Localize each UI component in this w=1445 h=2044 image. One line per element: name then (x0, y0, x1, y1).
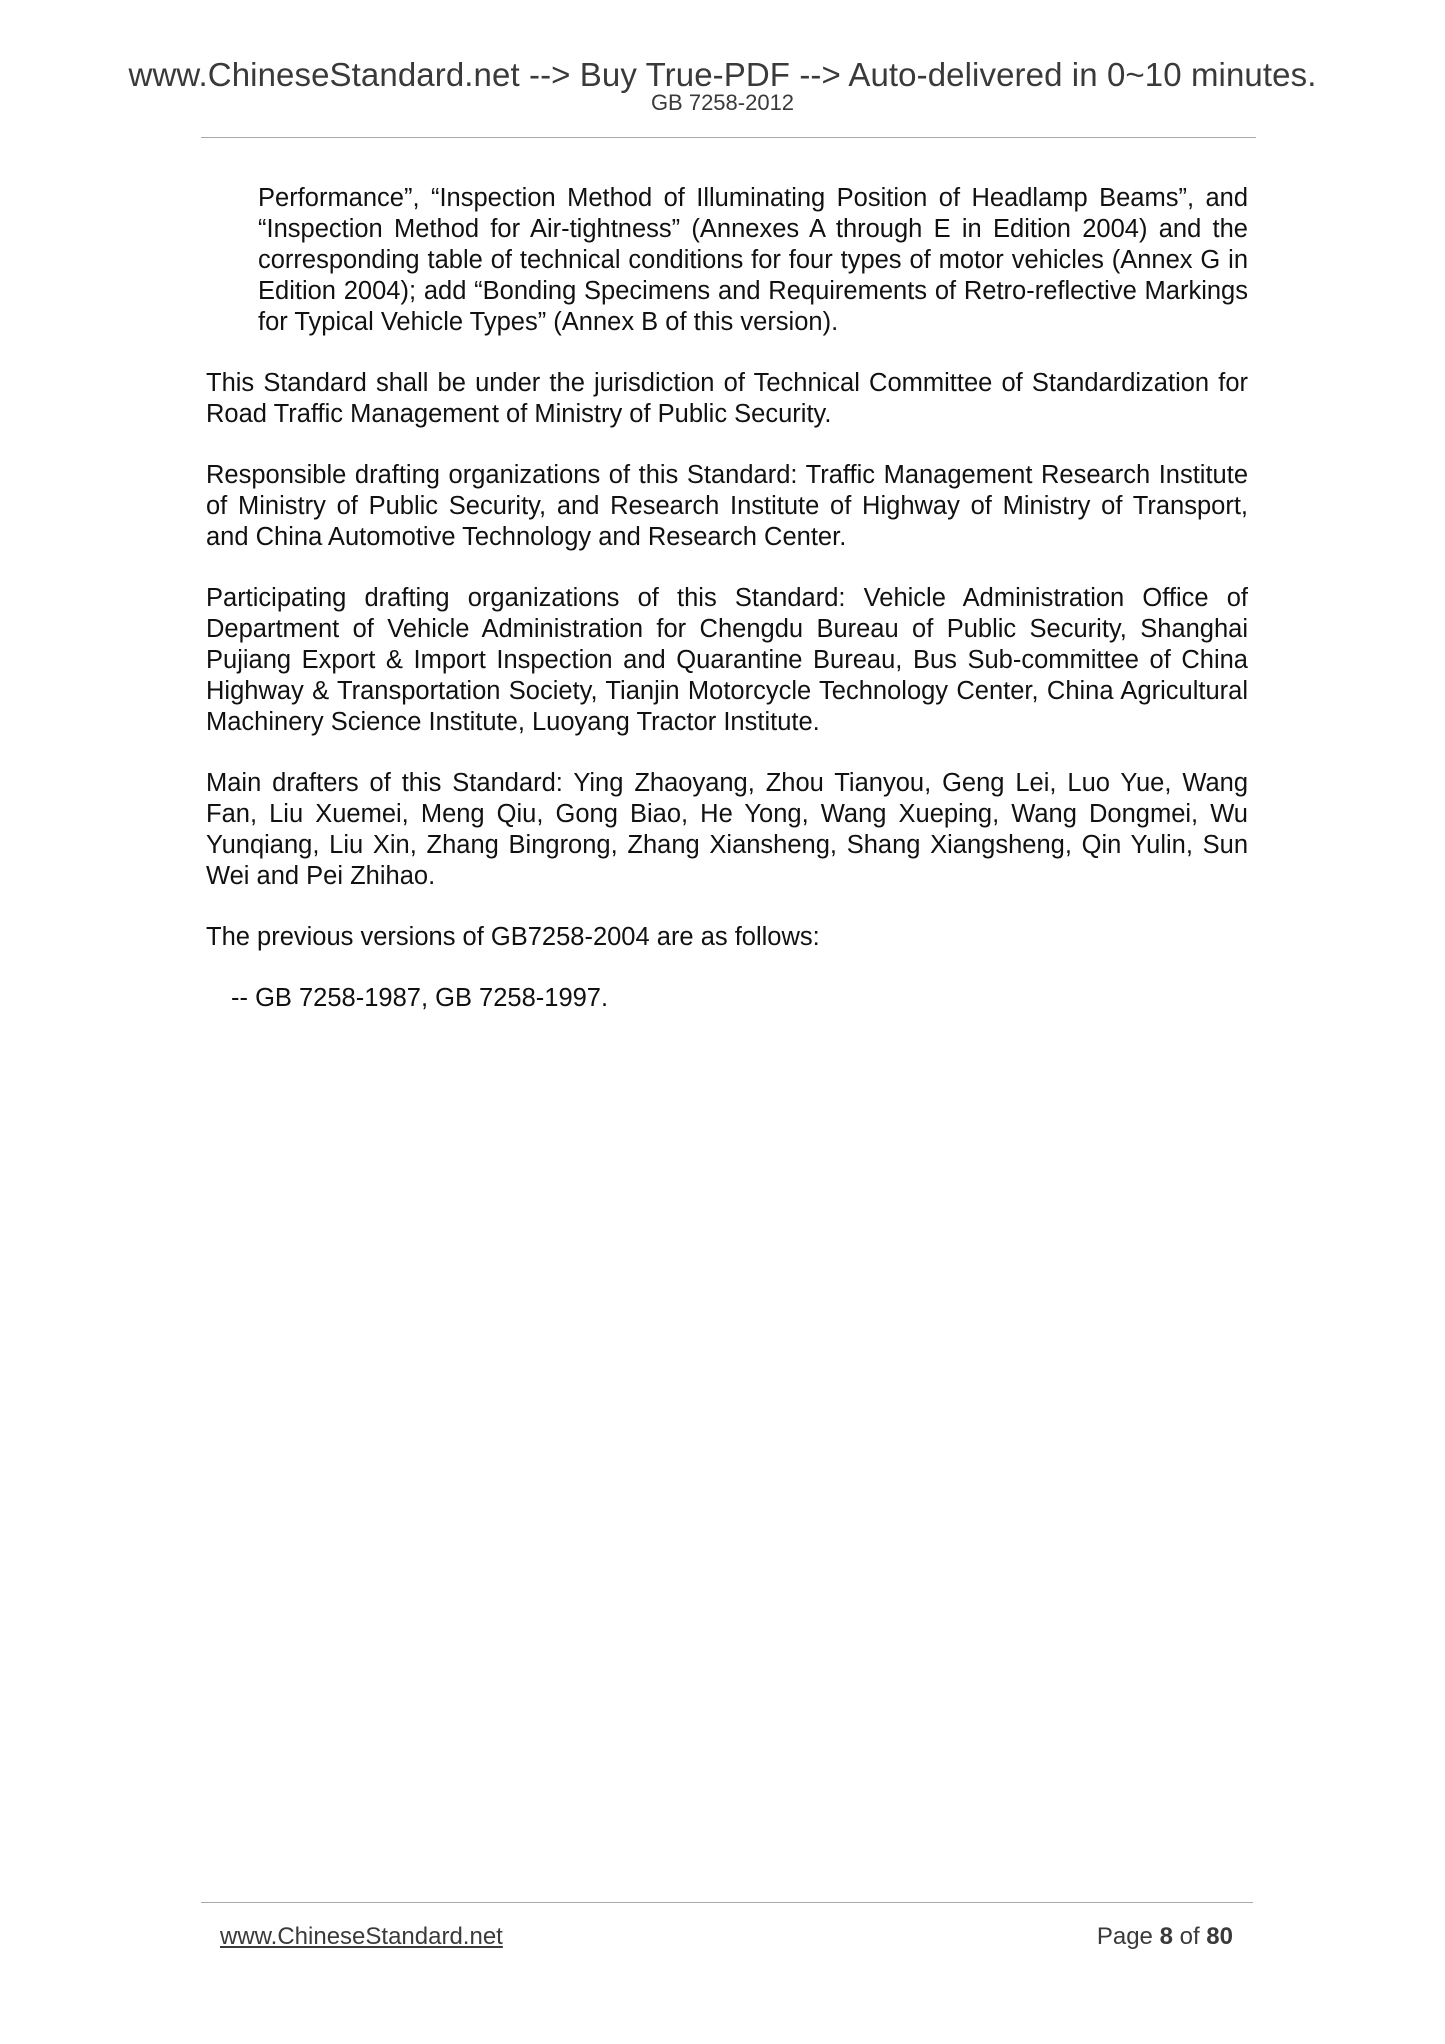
paragraph-revision-continued: Performance”, “Inspection Method of Illuminating Position of Headlamp Beams”, and “Inspection Method for Air-tightness” (Annexes A through E in Edition 2004) and the corresponding table of technical conditions for four types of motor vehicles (Annex G in Edition 2004); add “Bonding Specimens and Requirements of Retro-reflective Markings for Typical Vehicle Types” (Annex B of this version). (258, 184, 1248, 336)
page-total: 80 (1206, 1923, 1233, 1950)
footer-divider (201, 1902, 1253, 1903)
paragraph-participating-organizations: Participating drafting organizations of this Standard: Vehicle Administration Office of Department of Vehicle Administration for Chengdu Bureau of Public Security, Shanghai Pujiang Export & Import Inspection and Quarantine Bureau, Bus Sub-committee of China Highway & Transportation Society, Tianjin Motorcycle Technology Center, China Agricultural Machinery Science Institute, Luoyang Tractor Institute. (206, 584, 1248, 736)
paragraph-main-drafters: Main drafters of this Standard: Ying Zhaoyang, Zhou Tianyou, Geng Lei, Luo Yue, Wang Fan, Liu Xuemei, Meng Qiu, Gong Biao, He Yong, Wang Xueping, Wang Dongmei, Wu Yunqiang, Liu Xin, Zhang Bingrong, Zhang Xiansheng, Shang Xiangsheng, Qin Yulin, Sun Wei and Pei Zhihao. (206, 769, 1248, 890)
page-of-label: of (1179, 1923, 1200, 1950)
page-label: Page (1096, 1923, 1153, 1950)
page-number (1097, 1925, 1233, 1949)
page-current: 8 (1159, 1923, 1173, 1950)
previous-versions-list-item: -- GB 7258-1987, GB 7258-1997. (231, 984, 609, 1012)
document-body (206, 183, 1248, 1044)
header-divider (201, 137, 1256, 138)
paragraph-responsible-organizations: Responsible drafting organizations of this Standard: Traffic Management Research Institute of Ministry of Public Security, and Research Institute of Highway of Ministry of Transport, and China Automotive Technology and Research Center. (206, 461, 1248, 551)
source-banner: www.ChineseStandard.net --> Buy True-PDF --> Auto-delivered in 0~10 minutes. (128, 56, 1317, 93)
document-code: GB 7258-2012 (650, 90, 795, 115)
footer-website-link[interactable]: www.ChineseStandard.net (220, 1923, 503, 1950)
paragraph-jurisdiction: This Standard shall be under the jurisdiction of Technical Committee of Standardization for Road Traffic Management of Ministry of Public Security. (206, 369, 1248, 428)
paragraph-previous-versions: The previous versions of GB7258-2004 are as follows: (206, 923, 820, 951)
